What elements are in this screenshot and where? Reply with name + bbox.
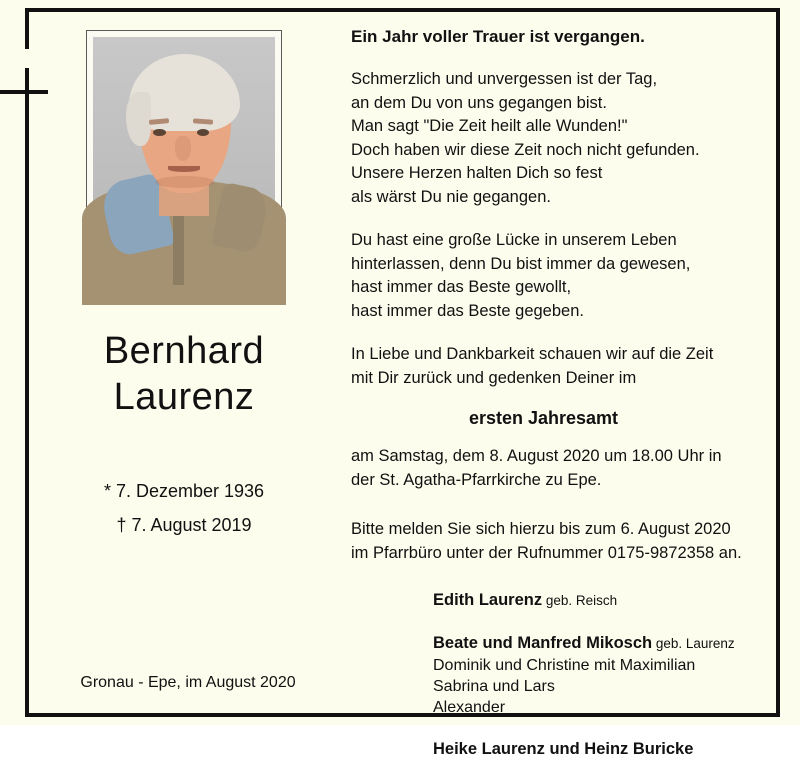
text-line: am Samstag, dem 8. August 2020 um 18.00 Uhr in bbox=[351, 447, 722, 465]
family-maiden-name: geb. Reisch bbox=[542, 593, 618, 608]
left-column bbox=[29, 8, 339, 713]
text-line: Unsere Herzen halten Dich so fest bbox=[351, 164, 603, 182]
text-line: Doch haben wir diese Zeit noch nicht gefunden. bbox=[351, 140, 700, 159]
family-maiden-name: geb. Laurenz bbox=[652, 636, 735, 651]
text-line: als wärst Du nie gegangen. bbox=[351, 187, 551, 206]
text-line: an dem Du von uns gegangen bist. bbox=[351, 93, 607, 112]
family-primary-name: Beate und Manfred Mikosch geb. Laurenz bbox=[433, 634, 735, 652]
photo-eye-left bbox=[153, 129, 166, 136]
text-line: hast immer das Beste gegeben. bbox=[351, 301, 584, 320]
family-block bbox=[433, 632, 776, 718]
deceased-name bbox=[29, 328, 339, 420]
photo-hair-side bbox=[126, 92, 151, 147]
place-and-date: Gronau - Epe, im August 2020 bbox=[80, 674, 296, 691]
service-title: ersten Jahresamt bbox=[468, 408, 619, 428]
service-details bbox=[351, 445, 776, 492]
life-dates bbox=[29, 474, 339, 542]
portrait-photo-frame bbox=[86, 30, 282, 292]
memorial-headline: Ein Jahr voller Trauer ist vergangen. bbox=[351, 27, 645, 46]
family-primary-name: Heike Laurenz und Heinz Buricke bbox=[433, 740, 694, 758]
family-member-name: Alexander bbox=[433, 699, 506, 716]
family-member-name: Sabrina und Lars bbox=[433, 678, 555, 695]
death-date: † 7. August 2019 bbox=[116, 515, 252, 535]
text-line: Schmerzlich und unvergessen ist der Tag, bbox=[351, 70, 658, 88]
frame-right-border bbox=[776, 8, 780, 717]
text-line: im Pfarrbüro unter der Rufnummer 0175-9872358 an. bbox=[351, 543, 742, 562]
family-list bbox=[351, 589, 776, 760]
text-line: hast immer das Beste gewollt, bbox=[351, 278, 572, 296]
verse-paragraph-3 bbox=[351, 343, 776, 390]
rsvp-details bbox=[351, 518, 776, 565]
verse-paragraph-1 bbox=[351, 68, 776, 209]
deceased-first-name: Bernhard bbox=[103, 330, 265, 372]
family-member-name: Dominik und Christine mit Maximilian bbox=[433, 657, 696, 674]
birth-date: * 7. Dezember 1936 bbox=[103, 481, 265, 501]
family-primary-name: Edith Laurenz geb. Reisch bbox=[433, 591, 618, 609]
verse-paragraph-2 bbox=[351, 229, 776, 323]
text-line: mit Dir zurück und gedenken Deiner im bbox=[351, 368, 637, 387]
text-line: Bitte melden Sie sich hierzu bis zum 6. August 2020 bbox=[351, 520, 731, 538]
text-line: hinterlassen, denn Du bist immer da gewesen, bbox=[351, 254, 691, 273]
right-column bbox=[351, 26, 776, 760]
text-line: In Liebe und Dankbarkeit schauen wir auf die Zeit bbox=[351, 345, 714, 363]
text-line: Du hast eine große Lücke in unserem Leben bbox=[351, 231, 677, 249]
deceased-last-name: Laurenz bbox=[113, 376, 255, 418]
text-line: der St. Agatha-Pfarrkirche zu Epe. bbox=[351, 470, 602, 489]
family-block bbox=[433, 738, 776, 760]
family-block bbox=[433, 589, 776, 612]
text-line: Man sagt "Die Zeit heilt alle Wunden!" bbox=[351, 117, 628, 135]
portrait-photo bbox=[93, 37, 275, 285]
photo-eyebrow-right bbox=[193, 118, 213, 124]
